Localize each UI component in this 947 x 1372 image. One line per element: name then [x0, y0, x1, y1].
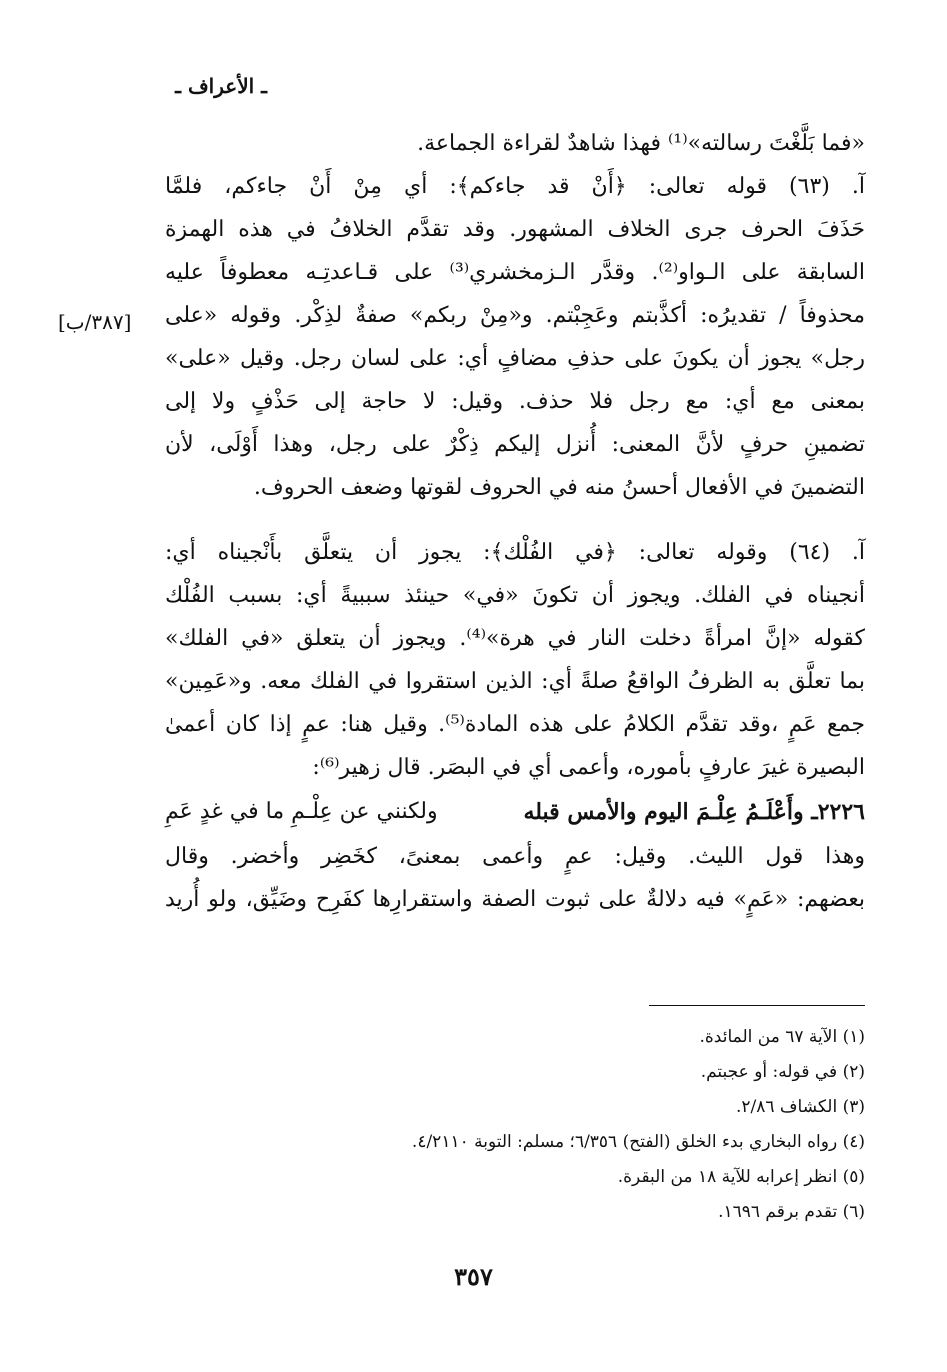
main-text	[165, 122, 865, 921]
footnote: (١) الآية ٦٧ من المائدة.	[699, 1027, 865, 1047]
text-line: آ. (٦٤) وقوله تعالى: ﴿في الفُلْك﴾: يجوز أن يتعلَّق بأَنْجيناه أي:	[165, 540, 865, 565]
text-line: رجل» يجوز أن يكونَ على حذفِ مضافٍ أي: على لسان رجل. وقيل «على»	[165, 346, 865, 371]
footnote: (٥) انظر إعرابه للآية ١٨ من البقرة.	[617, 1167, 865, 1187]
text-line: السابقة على الـواو⁽²⁾. وقدَّر الـزمخشري⁽³⁾ على قـاعدتِـه معطوفاً عليه	[165, 260, 865, 285]
verse-second-hemistich: ولكنني عن عِلْـمِ ما في غدٍ عَمِ	[165, 799, 438, 824]
text-line: محذوفاً / تقديرُه: أكذَّبتم وعَجِبْتم. و«مِنْ ربكم» صفةٌ لذِكْر. وقوله «على	[165, 303, 865, 328]
text-line: تضمينِ حرفٍ لأنَّ المعنى: أُنزل إليكم ذِكْرٌ على رجل، وهذا أَوْلَى، لأن	[165, 432, 865, 457]
page-header: ـ الأعراف ـ	[175, 74, 267, 98]
verse-first-part	[523, 789, 865, 835]
footnote: (٦) تقدم برقم ١٦٩٦.	[718, 1202, 865, 1222]
verse-first-hemistich: وأَعْلَـمُ عِلْـمَ اليوم والأمس قبله	[523, 799, 804, 825]
footnote-separator	[649, 1005, 865, 1006]
text-line: بعضهم: «عَمٍ» فيه دلالةٌ على ثبوت الصفة واستقرارِها كفَرِح وضَيِّق، ولو أُريد	[165, 887, 865, 912]
footnotes	[165, 1020, 865, 1230]
text-line: حَذَفَ الحرف جرى الخلاف المشهور. وقد تقدَّم الخلافُ في هذه الهمزة	[165, 217, 865, 242]
footnote: (٢) في قوله: أو عجبتم.	[700, 1062, 865, 1082]
text-line: بما تعلَّق به الظرفُ الواقعُ صلةً أي: الذين استقروا في الفلك معه. و«عَمِين»	[165, 669, 865, 694]
text-line: جمع عَمٍ ،وقد تقدَّم الكلامُ على هذه المادة⁽⁵⁾. وقيل هنا: عمٍ إذا كان أعمىٰ	[165, 712, 865, 737]
footnote: (٣) الكشاف ٢/٨٦.	[735, 1097, 865, 1117]
text-line: البصيرة غيرَ عارفٍ بأموره، وأعمى أي في البصَر. قال زهير⁽⁶⁾:	[312, 755, 865, 780]
text-line: بمعنى مع أي: مع رجل فلا حذف. وقيل: لا حاجة إلى حَذْفٍ ولا إلى	[165, 389, 865, 414]
page-number: ٣٥٧	[454, 1262, 493, 1291]
text-line: أنجيناه في الفلك. ويجوز أن تكونَ «في» حينئذ سببيةً أي: بسبب الفُلْك	[165, 583, 865, 608]
text-line: وهذا قول الليث. وقيل: عمٍ وأعمى بمعنىً، كخَضِر وأخضر. وقال	[165, 844, 865, 869]
text-line: «فما بَلَّغْتَ رسالته»⁽¹⁾ فهذا شاهدٌ لقراءة الجماعة.	[417, 131, 865, 156]
margin-note: [٣٨٧/ب]	[58, 310, 132, 334]
text-line: التضمينَ في الأفعال أحسنُ منه في الحروف لقوتها وضعف الحروف.	[253, 475, 865, 500]
footnote: (٤) رواه البخاري بدء الخلق (الفتح) ٦/٣٥٦؛ مسلم: التوبة ٤/٢١١٠.	[411, 1132, 865, 1152]
text-line: آ. (٦٣) قوله تعالى: ﴿أَنْ قد جاءكم﴾: أي مِنْ أَنْ جاءكم، فلمَّا	[165, 174, 865, 199]
poetry-verse	[165, 789, 865, 835]
text-line: كقوله «إنَّ امرأةً دخلت النار في هرة»⁽⁴⁾. ويجوز أن يتعلق «في الفلك»	[165, 626, 866, 651]
verse-number: ٢٢٢٦ـ	[811, 799, 865, 825]
